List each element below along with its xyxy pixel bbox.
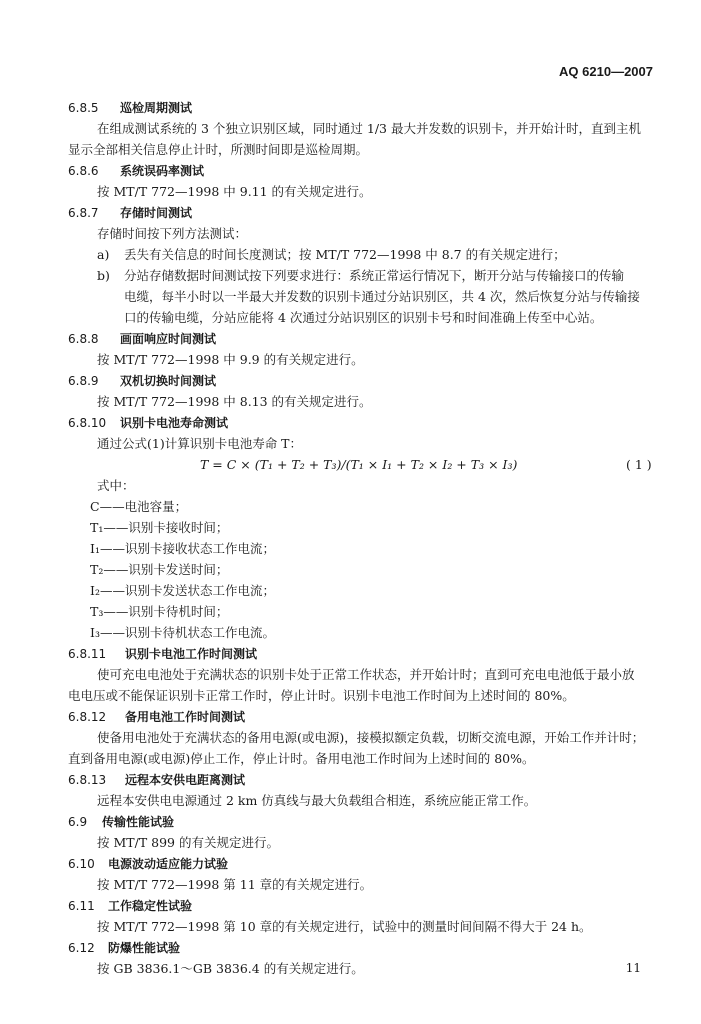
section-title: 双机切换时间测试 bbox=[120, 374, 217, 388]
paragraph-line: 按 MT/T 772—1998 中 9.11 的有关规定进行。 bbox=[97, 184, 372, 199]
section-heading-6-8-12 bbox=[68, 709, 245, 725]
section-title: 系统误码率测试 bbox=[120, 164, 205, 178]
section-title: 电源波动适应能力试验 bbox=[108, 857, 229, 871]
section-heading-6-11 bbox=[68, 898, 192, 914]
section-title: 防爆性能试验 bbox=[108, 941, 181, 955]
section-number: 6.8.11 bbox=[68, 647, 107, 661]
symbol-definition: I₂——识别卡发送状态工作电流； bbox=[90, 583, 275, 598]
paragraph-line: 通过公式(1)计算识别卡电池寿命 T： bbox=[97, 436, 303, 451]
section-number: 6.12 bbox=[68, 941, 95, 955]
paragraph-line: 存储时间按下列方法测试： bbox=[97, 226, 248, 241]
paragraph-line: 远程本安供电电源通过 2 km 仿真线与最大负载组合相连，系统应能正常工作。 bbox=[97, 793, 537, 808]
paragraph-line: 使可充电电池处于充满状态的识别卡处于正常工作状态，并开始计时；直到可充电电池低于最小放 bbox=[97, 667, 635, 682]
paragraph-line: 按 MT/T 772—1998 第 10 章的有关规定进行，试验中的测量时间间隔不得大于 24 h。 bbox=[97, 919, 592, 934]
section-title: 远程本安供电距离测试 bbox=[125, 773, 246, 787]
section-title: 传输性能试验 bbox=[102, 815, 175, 829]
paragraph-line: 按 MT/T 772—1998 中 8.13 的有关规定进行。 bbox=[97, 394, 372, 409]
section-title: 识别卡电池工作时间测试 bbox=[125, 647, 258, 661]
section-title: 存储时间测试 bbox=[120, 206, 193, 220]
section-heading-6-8-9 bbox=[68, 373, 216, 389]
section-heading-6-12 bbox=[68, 940, 180, 956]
section-heading-6-10 bbox=[68, 856, 228, 872]
symbol-definition: T₂——识别卡发送时间； bbox=[90, 562, 229, 577]
section-title: 备用电池工作时间测试 bbox=[125, 710, 246, 724]
section-number: 6.11 bbox=[68, 899, 95, 913]
section-title: 巡检周期测试 bbox=[120, 101, 193, 115]
section-heading-6-8-6 bbox=[68, 163, 204, 179]
section-heading-6-9 bbox=[68, 814, 174, 830]
symbol-definition: T₁——识别卡接收时间； bbox=[90, 520, 229, 535]
paragraph-line: 电电压或不能保证识别卡正常工作时，停止计时。识别卡电池工作时间为上述时间的 80%。 bbox=[68, 688, 575, 703]
symbol-definition: I₃——识别卡待机状态工作电流。 bbox=[90, 625, 275, 640]
paragraph-line: 按 MT/T 772—1998 中 9.9 的有关规定进行。 bbox=[97, 352, 364, 367]
section-number: 6.8.13 bbox=[68, 773, 107, 787]
symbol-definition: T₃——识别卡待机时间； bbox=[90, 604, 229, 619]
formula-number: ( 1 ) bbox=[626, 457, 652, 472]
paragraph-line: 在组成测试系统的 3 个独立识别区域，同时通过 1/3 最大并发数的识别卡，并开始计时，直到主机 bbox=[97, 121, 641, 136]
section-heading-6-8-13 bbox=[68, 772, 245, 788]
list-item-b-line: 口的传输电缆，分站应能将 4 次通过分站识别区的识别卡号和时间准确上传至中心站。 bbox=[124, 310, 603, 325]
paragraph-line: 使备用电池处于充满状态的备用电源(或电源)，接模拟额定负载，切断交流电源，开始工作并计时； bbox=[97, 730, 645, 745]
section-number: 6.10 bbox=[68, 857, 95, 871]
where-label: 式中： bbox=[97, 478, 135, 493]
paragraph-line: 直到备用电源(或电源)停止工作，停止计时。备用电池工作时间为上述时间的 80%。 bbox=[68, 751, 535, 766]
section-number: 6.8.6 bbox=[68, 164, 99, 178]
section-title: 画面响应时间测试 bbox=[120, 332, 217, 346]
list-item-b-line: 电缆，每半小时以一半最大并发数的识别卡通过分站识别区，共 4 次，然后恢复分站与传输接 bbox=[124, 289, 640, 304]
section-number: 6.9 bbox=[68, 815, 88, 829]
section-heading-6-8-5 bbox=[68, 100, 192, 116]
section-heading-6-8-8 bbox=[68, 331, 216, 347]
section-number: 6.8.10 bbox=[68, 416, 107, 430]
section-heading-6-8-7 bbox=[68, 205, 192, 221]
section-title: 工作稳定性试验 bbox=[108, 899, 193, 913]
section-heading-6-8-10 bbox=[68, 415, 228, 431]
list-item-b-line: 分站存储数据时间测试按下列要求进行：系统正常运行情况下，断开分站与传输接口的传输 bbox=[124, 268, 625, 283]
symbol-definition: C——电池容量； bbox=[90, 499, 188, 514]
section-number: 6.8.12 bbox=[68, 710, 107, 724]
section-number: 6.8.9 bbox=[68, 374, 99, 388]
formula: T = C × (T₁ + T₂ + T₃)/(T₁ × I₁ + T₂ × I₂ + T₃ × I₃) bbox=[200, 457, 518, 472]
paragraph-line: 显示全部相关信息停止计时，所测时间即是巡检周期。 bbox=[68, 142, 369, 157]
section-number: 6.8.8 bbox=[68, 332, 99, 346]
section-heading-6-8-11 bbox=[68, 646, 257, 662]
symbol-definition: I₁——识别卡接收状态工作电流； bbox=[90, 541, 275, 556]
list-marker-b: b) bbox=[97, 268, 110, 283]
paragraph-line: 按 MT/T 899 的有关规定进行。 bbox=[97, 835, 279, 850]
paragraph-line: 按 GB 3836.1～GB 3836.4 的有关规定进行。 bbox=[97, 961, 364, 976]
page-number: 11 bbox=[625, 961, 641, 975]
section-number: 6.8.7 bbox=[68, 206, 99, 220]
section-title: 识别卡电池寿命测试 bbox=[120, 416, 229, 430]
paragraph-line: 按 MT/T 772—1998 第 11 章的有关规定进行。 bbox=[97, 877, 373, 892]
list-marker-a: a) bbox=[97, 247, 110, 262]
document-code: AQ 6210—2007 bbox=[559, 64, 653, 79]
list-item-a: 丢失有关信息的时间长度测试；按 MT/T 772—1998 中 8.7 的有关规定进行； bbox=[124, 247, 566, 262]
section-number: 6.8.5 bbox=[68, 101, 99, 115]
